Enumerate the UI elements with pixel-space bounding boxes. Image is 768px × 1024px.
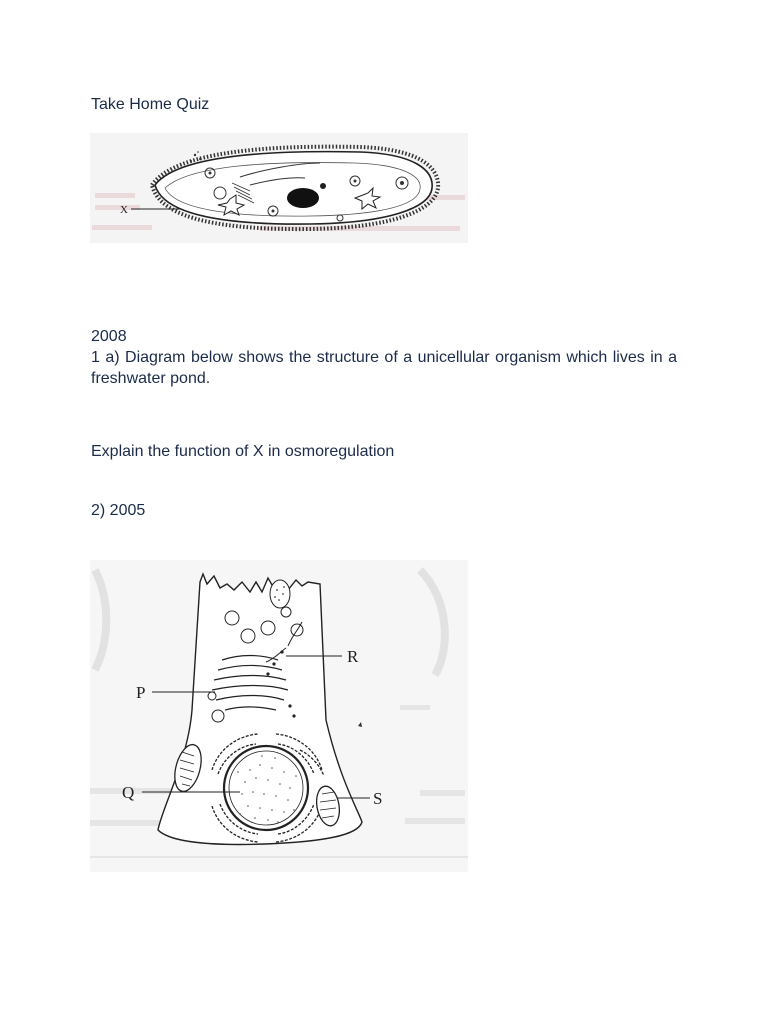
label-s: S: [373, 789, 383, 808]
question1-year: 2008: [91, 328, 127, 345]
paramecium-diagram: [90, 133, 468, 243]
cell-diagram: [90, 560, 468, 872]
question1-instruction: Explain the function of X in osmoregulation: [91, 443, 395, 460]
question2-label: 2) 2005: [91, 502, 146, 519]
label-q: Q: [122, 783, 135, 802]
label-x: X: [120, 204, 128, 216]
label-p: P: [136, 683, 146, 702]
question1-text: 1 a) Diagram below shows the structure of a unicellular organism which lives in a freshwater pond.: [91, 349, 677, 387]
label-r: R: [347, 647, 359, 666]
page-title: Take Home Quiz: [91, 96, 210, 113]
